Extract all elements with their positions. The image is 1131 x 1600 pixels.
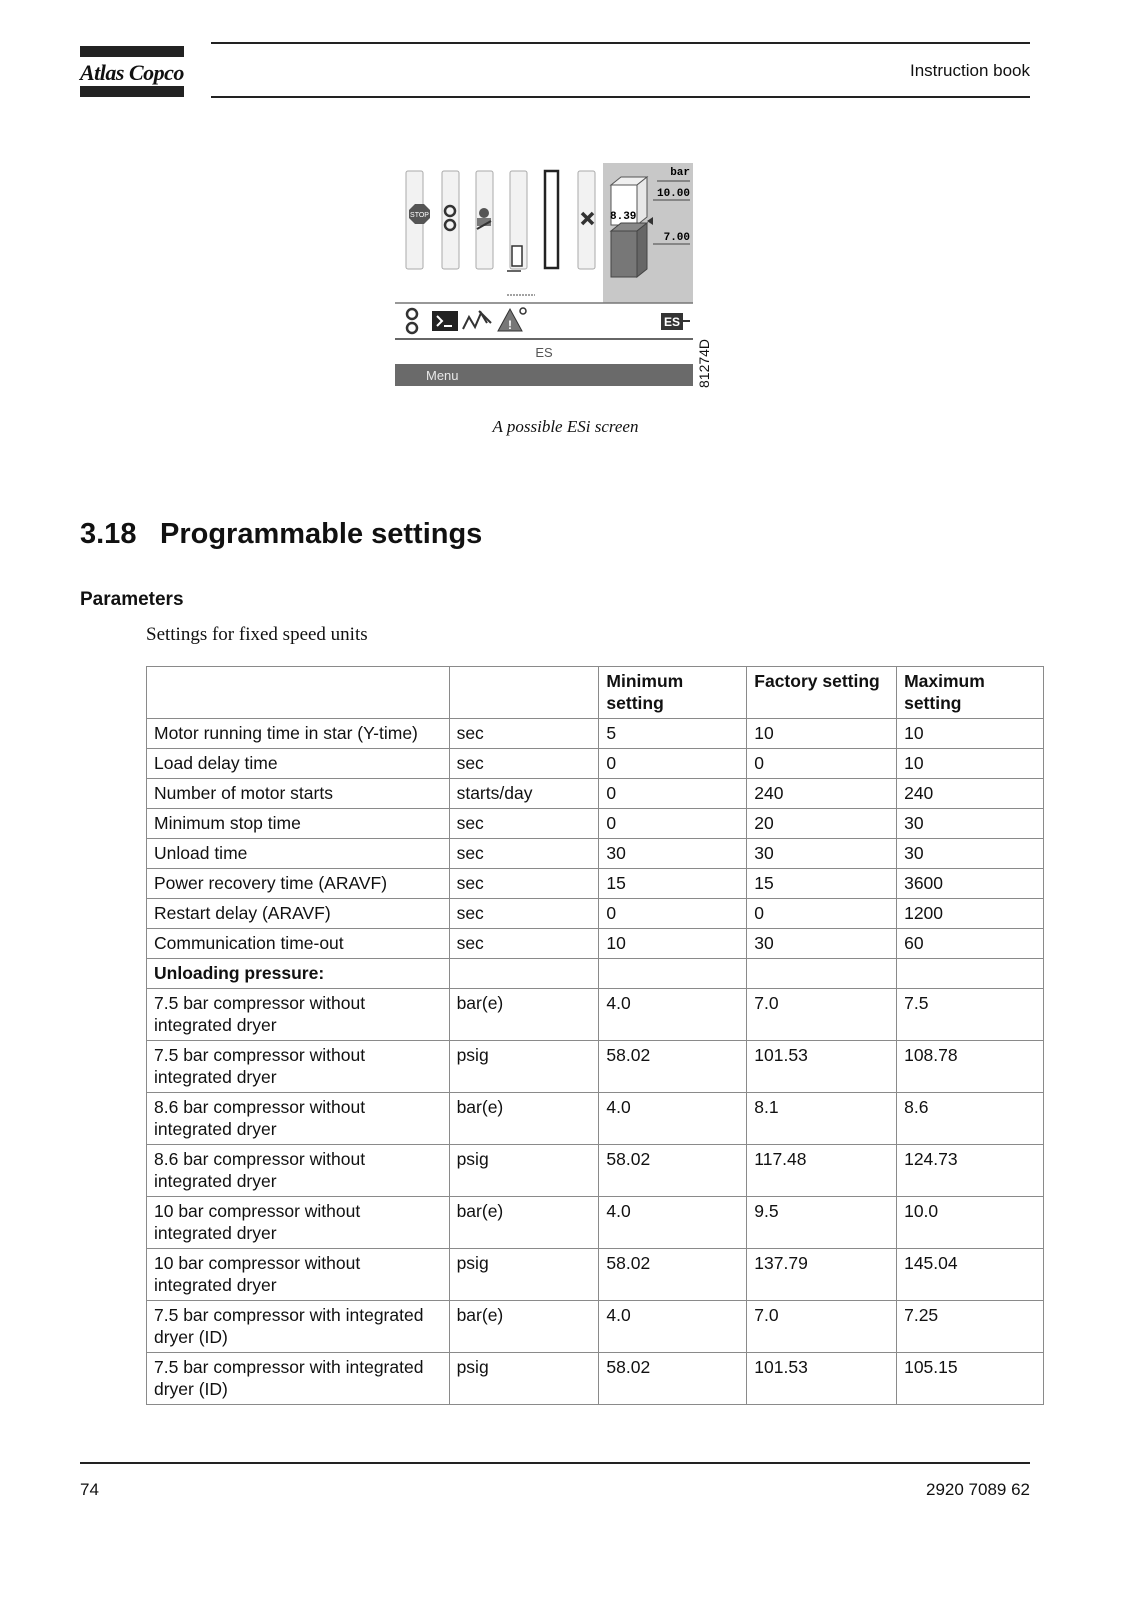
- table-cell: 0: [599, 899, 747, 929]
- table-cell: 4.0: [599, 1301, 747, 1353]
- table-cell: 30: [747, 929, 897, 959]
- table-cell: 58.02: [599, 1145, 747, 1197]
- logo-bottom-bar: [80, 86, 184, 97]
- page-number: 74: [80, 1480, 99, 1499]
- table-cell: psig: [449, 1353, 599, 1405]
- table-cell: 145.04: [897, 1249, 1044, 1301]
- table-cell: 8.6: [897, 1093, 1044, 1145]
- table-cell: psig: [449, 1249, 599, 1301]
- table-cell: 20: [747, 809, 897, 839]
- table-cell: 10 bar compressor without integrated dryer: [147, 1249, 450, 1301]
- table-cell: bar(e): [449, 1301, 599, 1353]
- table-cell: [747, 959, 897, 989]
- table-row: [147, 749, 1044, 779]
- table-cell: 8.1: [747, 1093, 897, 1145]
- table-row: [147, 1145, 1044, 1197]
- table-cell: 15: [599, 869, 747, 899]
- table-cell: 108.78: [897, 1041, 1044, 1093]
- mode-label: ES: [535, 345, 553, 360]
- header-cell-unit: [449, 667, 599, 719]
- table-cell: 4.0: [599, 1197, 747, 1249]
- table-cell: 7.5 bar compressor without integrated dryer: [147, 1041, 450, 1093]
- figure-id: 81274D: [696, 338, 712, 388]
- table-cell: 8.6 bar compressor without integrated dryer: [147, 1145, 450, 1197]
- table-row: [147, 1353, 1044, 1405]
- table-row: [147, 719, 1044, 749]
- table-cell: 7.25: [897, 1301, 1044, 1353]
- table-row: [147, 1301, 1044, 1353]
- table-cell: Load delay time: [147, 749, 450, 779]
- table-group-label: Unloading pressure:: [147, 959, 450, 989]
- header-title: Instruction book: [909, 61, 1030, 80]
- es-icon: [661, 313, 690, 330]
- header-top-rule: [211, 42, 1030, 44]
- table-cell: sec: [449, 899, 599, 929]
- table-row: [147, 809, 1044, 839]
- table-cell: 30: [897, 809, 1044, 839]
- logo-top-bar: [80, 46, 184, 57]
- stop-icon: [409, 204, 430, 224]
- table-cell: sec: [449, 929, 599, 959]
- controller-screen: [395, 163, 693, 389]
- table-cell: 0: [747, 749, 897, 779]
- figure-caption: A possible ESi screen: [492, 417, 639, 436]
- table-row: [147, 1093, 1044, 1145]
- brand-logo: Atlas Copco: [80, 60, 184, 85]
- table-cell: 7.0: [747, 989, 897, 1041]
- table-cell: 0: [599, 809, 747, 839]
- table-cell: 30: [599, 839, 747, 869]
- table-cell: bar(e): [449, 989, 599, 1041]
- pressure-unit: bar: [670, 167, 690, 179]
- header-cell-name: [147, 667, 450, 719]
- terminal-icon: [432, 311, 458, 331]
- table-cell: 10: [747, 719, 897, 749]
- table-cell: 137.79: [747, 1249, 897, 1301]
- table-row: [147, 1249, 1044, 1301]
- table-cell: 5: [599, 719, 747, 749]
- table-cell: 10: [897, 749, 1044, 779]
- table-row: [147, 989, 1044, 1041]
- table-cell: bar(e): [449, 1197, 599, 1249]
- header-cell-minimum: Minimum setting: [599, 667, 747, 719]
- table-cell: 0: [747, 899, 897, 929]
- table-cell: [449, 959, 599, 989]
- table-cell: Number of motor starts: [147, 779, 450, 809]
- table-cell: 10: [897, 719, 1044, 749]
- sensor-icon: [463, 311, 491, 329]
- table-cell: sec: [449, 719, 599, 749]
- stop-icon-label: STOP: [410, 212, 429, 219]
- table-cell: 3600: [897, 869, 1044, 899]
- pressure-cube-icon: [611, 177, 653, 277]
- menu-label: Menu: [426, 368, 459, 383]
- table-row: [147, 1197, 1044, 1249]
- start-stop-icon: [407, 309, 417, 333]
- table-cell: 9.5: [747, 1197, 897, 1249]
- table-cell: Power recovery time (ARAVF): [147, 869, 450, 899]
- table-cell: 240: [897, 779, 1044, 809]
- table-group-row: [147, 959, 1044, 989]
- table-cell: 7.5 bar compressor with integrated dryer (ID): [147, 1301, 450, 1353]
- svg-text:!: !: [508, 318, 512, 332]
- header-cell-maximum: Maximum setting: [897, 667, 1044, 719]
- section-title: Programmable settings: [160, 518, 483, 550]
- table-cell: 240: [747, 779, 897, 809]
- table-row: [147, 1041, 1044, 1093]
- document-number: 2920 7089 62: [926, 1480, 1030, 1499]
- table-cell: Minimum stop time: [147, 809, 450, 839]
- table-cell: 7.5 bar compressor without integrated dryer: [147, 989, 450, 1041]
- table-cell: 60: [897, 929, 1044, 959]
- table-cell: psig: [449, 1041, 599, 1093]
- table-cell: 30: [897, 839, 1044, 869]
- table-cell: Motor running time in star (Y-time): [147, 719, 450, 749]
- intro-text: Settings for fixed speed units: [146, 624, 368, 645]
- table-cell: 105.15: [897, 1353, 1044, 1405]
- section-heading: [80, 518, 482, 551]
- section-number: 3.18: [80, 518, 137, 550]
- table-cell: 8.6 bar compressor without integrated dryer: [147, 1093, 450, 1145]
- table-cell: starts/day: [449, 779, 599, 809]
- table-cell: 15: [747, 869, 897, 899]
- svg-text:ES: ES: [663, 315, 681, 329]
- full-bar-icon: [545, 171, 558, 268]
- table-cell: 4.0: [599, 989, 747, 1041]
- table-cell: Communication time-out: [147, 929, 450, 959]
- table-header-row: [147, 667, 1044, 719]
- table-cell: sec: [449, 749, 599, 779]
- table-cell: 7.5: [897, 989, 1044, 1041]
- table-cell: [599, 959, 747, 989]
- table-row: [147, 779, 1044, 809]
- table-cell: Unload time: [147, 839, 450, 869]
- warning-icon: [498, 308, 526, 332]
- table-cell: 4.0: [599, 1093, 747, 1145]
- table-cell: 101.53: [747, 1041, 897, 1093]
- header-bottom-rule: [211, 96, 1030, 98]
- table-cell: psig: [449, 1145, 599, 1197]
- table-cell: 10: [599, 929, 747, 959]
- pressure-set-value: 7.00: [663, 232, 690, 244]
- table-cell: 58.02: [599, 1249, 747, 1301]
- table-cell: bar(e): [449, 1093, 599, 1145]
- table-cell: sec: [449, 839, 599, 869]
- table-cell: 30: [747, 839, 897, 869]
- table-cell: 124.73: [897, 1145, 1044, 1197]
- table-cell: 101.53: [747, 1353, 897, 1405]
- table-cell: Restart delay (ARAVF): [147, 899, 450, 929]
- table-cell: 0: [599, 749, 747, 779]
- table-row: [147, 929, 1044, 959]
- controller-screen-drawing: [395, 163, 693, 389]
- subsection-title: Parameters: [80, 589, 184, 610]
- table-cell: 58.02: [599, 1353, 747, 1405]
- table-cell: sec: [449, 809, 599, 839]
- pressure-top-value: 10.00: [656, 188, 690, 200]
- header-cell-factory: Factory setting: [747, 667, 897, 719]
- parameters-table: [146, 666, 1044, 1405]
- table-cell: 0: [599, 779, 747, 809]
- pressure-current-value: 8.39: [610, 211, 637, 223]
- table-cell: 117.48: [747, 1145, 897, 1197]
- table-cell: 1200: [897, 899, 1044, 929]
- table-cell: sec: [449, 869, 599, 899]
- footer-rule: [80, 1462, 1030, 1464]
- table-cell: 7.0: [747, 1301, 897, 1353]
- table-cell: [897, 959, 1044, 989]
- table-cell: 10 bar compressor without integrated dryer: [147, 1197, 450, 1249]
- table-cell: 58.02: [599, 1041, 747, 1093]
- table-cell: 10.0: [897, 1197, 1044, 1249]
- table-row: [147, 869, 1044, 899]
- table-cell: 7.5 bar compressor with integrated dryer (ID): [147, 1353, 450, 1405]
- table-row: [147, 899, 1044, 929]
- table-row: [147, 839, 1044, 869]
